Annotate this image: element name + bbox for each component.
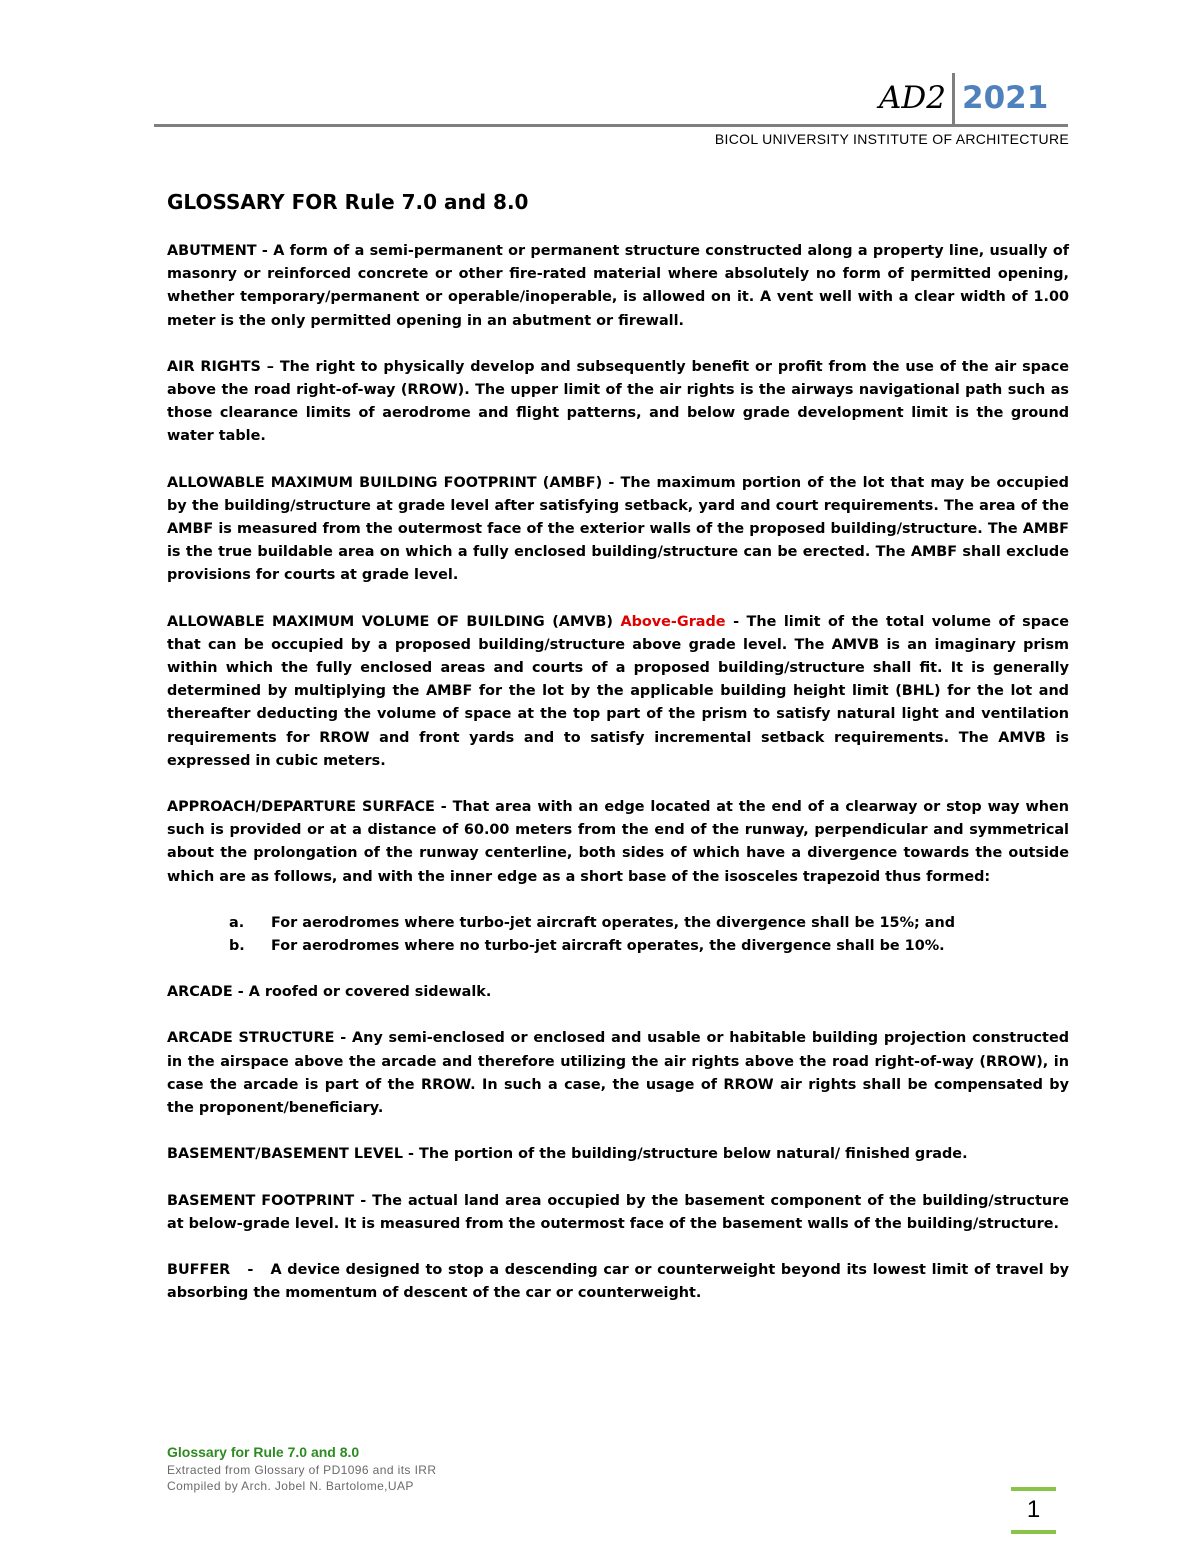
glossary-entry-abutment	[167, 240, 1069, 333]
entry-term: AIR RIGHTS	[167, 358, 261, 375]
list-marker: b.	[229, 938, 245, 955]
glossary-entry-arcade	[167, 981, 1069, 1004]
glossary-entry-ambf	[167, 472, 1069, 588]
entry-definition: - A form of a semi-permanent or permanent structure constructed along a property line, usually of masonry or reinforced concrete or other fire-rated material where absolutely no form of permitted opening, whether temporary/permanent or operable/inoperable, is allowed on it. A vent well with a clear width of 1.00 meter is the only permitted opening in an abutment or firewall.	[167, 243, 1069, 329]
glossary-entry-basement-footprint	[167, 1190, 1069, 1236]
entry-term: ALLOWABLE MAXIMUM BUILDING FOOTPRINT (AMBF)	[167, 474, 603, 491]
header-divider	[952, 73, 955, 127]
entry-definition: - The portion of the building/structure below natural/ finished grade.	[403, 1146, 968, 1163]
list-marker: a.	[229, 914, 245, 931]
glossary-entry-buffer	[167, 1259, 1075, 1305]
header-rule	[154, 124, 1068, 127]
entry-term: ALLOWABLE MAXIMUM VOLUME OF BUILDING (AMVB)	[167, 613, 613, 630]
glossary-entry-basement	[167, 1143, 1069, 1166]
divergence-list	[167, 912, 1069, 958]
entry-term: BASEMENT FOOTPRINT	[167, 1192, 355, 1209]
entry-definition: - Any semi-enclosed or enclosed and usable or habitable building projection constructed in the airspace above the arcade and therefore utilizing the air rights above the road right-of-way (RROW), in case the arcade is part of the RROW. In such a case, the usage of RROW air rights shall be compensated by the proponent/beneficiary.	[167, 1030, 1070, 1117]
entry-definition: - A roofed or covered sidewalk.	[232, 984, 492, 1001]
entry-definition: - The limit of the total volume of space that can be occupied by a proposed building/structure above grade level. The AMVB is an imaginary prism within which the fully enclosed areas and courts of a proposed building/structure shall fit. It is generally determined by multiplying the AMBF for the lot by the applicable building height limit (BHL) for the lot and thereafter deducting the volume of space at the top part of the prism to satisfy natural light and ventilation requirements for RROW and front yards and to satisfy incremental setback requirements. The AMVB is expressed in cubic meters.	[167, 613, 1070, 769]
page-number: 1	[1026, 1496, 1041, 1523]
entry-definition: – The right to physically develop and subsequently benefit or profit from the use of the air space above the road right-of-way (RROW). The upper limit of the air rights is the airways navigational path such as those clearance limits of aerodrome and flight patterns, and below grade development limit is the ground water table.	[167, 358, 1069, 445]
document-year: 2021	[962, 80, 1049, 116]
glossary-entry-approach-departure	[167, 796, 1069, 889]
footer-source: Extracted from Glossary of PD1096 and its IRR	[167, 1463, 437, 1477]
footer-title: Glossary for Rule 7.0 and 8.0	[167, 1444, 360, 1460]
entry-term: APPROACH/DEPARTURE SURFACE	[167, 799, 435, 816]
page-number-bar-top	[1011, 1487, 1056, 1491]
entry-definition: - That area with an edge located at the end of a clearway or stop way when such is provided or at a distance of 60.00 meters from the end of the runway, perpendicular and symmetrical about the prolongation of the runway centerline, both sides of which have a divergence towards the outside which are as follows, and with the inner edge as a short base of the isosceles trapezoid thus formed:	[167, 799, 1069, 885]
entry-term: BUFFER	[167, 1261, 231, 1278]
list-item-text: For aerodromes where no turbo-jet aircraft operates, the divergence shall be 10%.	[271, 938, 945, 955]
entry-term: BASEMENT/BASEMENT LEVEL	[167, 1146, 404, 1163]
entry-term: ABUTMENT	[167, 243, 257, 259]
list-item	[167, 912, 1069, 935]
entry-definition: - The maximum portion of the lot that may be occupied by the building/structure at grade level after satisfying setback, yard and court requirements. The area of the AMBF is measured from the outermost face of the exterior walls of the proposed building/structure. The AMBF is the true buildable area on which a fully enclosed building/structure can be erected. The AMBF shall exclude provisions for courts at grade level.	[167, 474, 1069, 584]
entry-term: ARCADE STRUCTURE	[167, 1030, 335, 1047]
list-item-text: For aerodromes where turbo-jet aircraft operates, the divergence shall be 15%; and	[271, 914, 956, 931]
glossary-entry-arcade-structure	[167, 1027, 1069, 1120]
list-item	[167, 935, 1069, 958]
page-number-bar-bottom	[1011, 1530, 1056, 1534]
page-title: GLOSSARY FOR Rule 7.0 and 8.0	[167, 190, 529, 214]
glossary-entry-air-rights	[167, 356, 1069, 449]
entry-highlight: Above-Grade	[620, 613, 726, 630]
glossary-content	[167, 240, 1075, 1328]
footer-compiler: Compiled by Arch. Jobel N. Bartolome,UAP	[167, 1479, 414, 1493]
entry-definition: - A device designed to stop a descending car or counterweight beyond its lowest limit of travel by absorbing the momentum of descent of the car or counterweight.	[167, 1261, 1075, 1302]
document-code: AD2	[879, 80, 946, 116]
institute-name: BICOL UNIVERSITY INSTITUTE OF ARCHITECTURE	[714, 131, 1069, 147]
entry-definition: - The actual land area occupied by the basement component of the building/structure at below-grade level. It is measured from the outermost face of the basement walls of the building/structure.	[167, 1192, 1069, 1232]
entry-term: ARCADE	[167, 984, 233, 1001]
glossary-entry-amvb	[167, 611, 1069, 773]
